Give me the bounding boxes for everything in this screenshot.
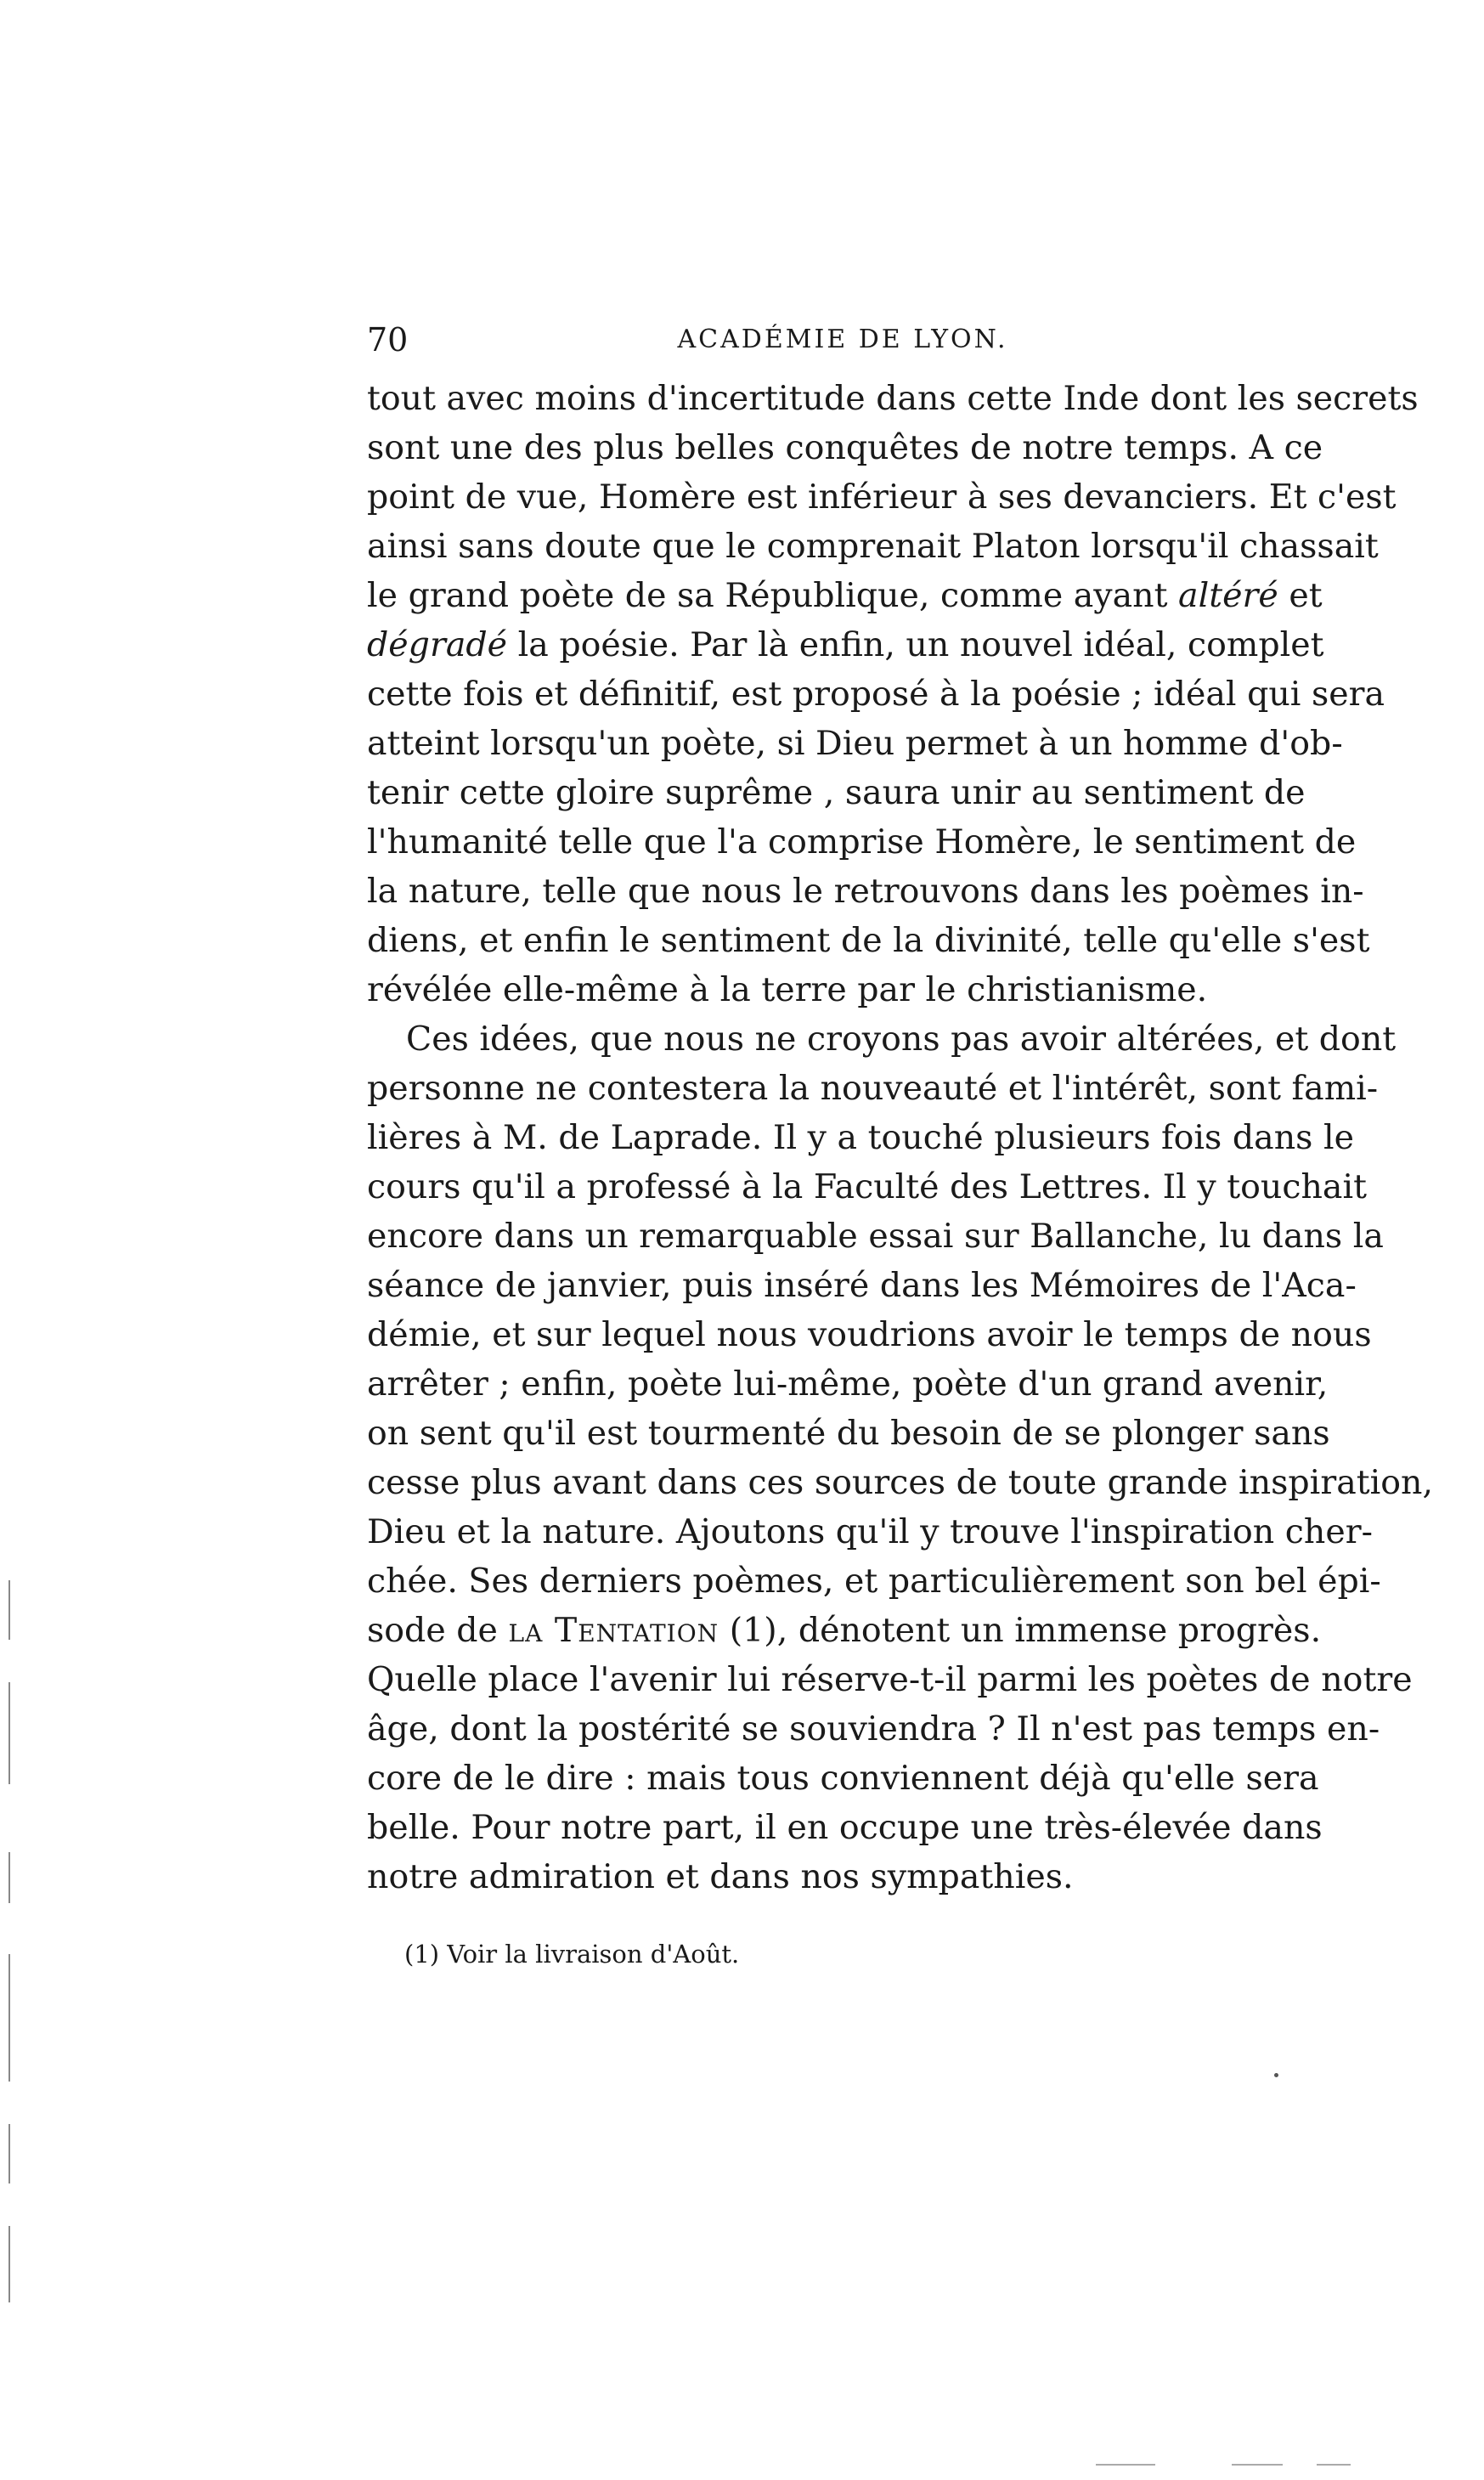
scan-mark [8, 1580, 10, 1640]
italic-word: altéré [1178, 576, 1278, 615]
text-line: cette fois et définitif, est proposé à la poésie ; idéal qui sera [367, 675, 1385, 714]
text-segment: (1), dénotent un immense progrès. [729, 1611, 1322, 1650]
text-line [367, 620, 1324, 669]
text-line: ainsi sans doute que le comprenait Platon lorsqu'il chassait [367, 527, 1379, 566]
italic-word: dégradé [367, 625, 508, 664]
text-line: atteint lorsqu'un poète, si Dieu permet à un homme d'ob- [367, 724, 1343, 763]
text-line [367, 1606, 1322, 1655]
scan-mark [8, 2124, 10, 2183]
body-text [367, 374, 1434, 1901]
text-line: Ces idées, que nous ne croyons pas avoir altérées, et dont [406, 1020, 1397, 1059]
text-segment: sode de [367, 1611, 498, 1650]
text-line: Dieu et la nature. Ajoutons qu'il y trouve l'inspiration cher- [367, 1512, 1373, 1551]
text-line: encore dans un remarquable essai sur Ballanche, lu dans la [367, 1217, 1384, 1256]
footnote: (1) Voir la livraison d'Août. [404, 1940, 740, 1969]
text-line: core de le dire : mais tous conviennent déjà qu'elle sera [367, 1759, 1319, 1798]
text-line: l'humanité telle que l'a comprise Homère, le sentiment de [367, 822, 1357, 862]
scan-mark [1317, 2464, 1351, 2466]
scan-mark [8, 1852, 10, 1903]
page-number: 70 [367, 321, 409, 359]
text-line: diens, et enfin le sentiment de la divinité, telle qu'elle s'est [367, 921, 1370, 960]
running-title: ACADÉMIE DE LYON. [677, 325, 1008, 354]
text-segment: le grand poète de sa République, comme ayant [367, 576, 1168, 615]
text-line: arrêter ; enfin, poète lui-même, poète d'un grand avenir, [367, 1364, 1329, 1404]
text-line: cours qu'il a professé à la Faculté des Lettres. Il y touchait [367, 1167, 1367, 1206]
scan-mark [8, 2226, 10, 2302]
scan-mark [8, 1682, 10, 1784]
text-line: notre admiration et dans nos sympathies. [367, 1857, 1074, 1896]
text-line: la nature, telle que nous le retrouvons dans les poèmes in- [367, 872, 1364, 911]
text-line: on sent qu'il est tourmenté du besoin de se plonger sans [367, 1414, 1330, 1453]
work-title: la Tentation [508, 1611, 719, 1650]
text-line: chée. Ses derniers poèmes, et particulièrement son bel épi- [367, 1562, 1381, 1601]
text-line: cesse plus avant dans ces sources de toute grande inspiration, [367, 1463, 1434, 1502]
text-line: sont une des plus belles conquêtes de notre temps. A ce [367, 428, 1323, 467]
text-line: âge, dont la postérité se souviendra ? Il n'est pas temps en- [367, 1709, 1380, 1748]
text-segment: et [1289, 576, 1323, 615]
text-line: séance de janvier, puis inséré dans les Mémoires de l'Aca- [367, 1266, 1357, 1305]
text-line: belle. Pour notre part, il en occupe une très-élevée dans [367, 1808, 1323, 1847]
text-segment: la poésie. Par là enfin, un nouvel idéal, complet [517, 625, 1324, 664]
text-line: tenir cette gloire suprême , saura unir au sentiment de [367, 773, 1306, 812]
text-line: lières à M. de Laprade. Il y a touché plusieurs fois dans le [367, 1118, 1354, 1157]
text-line: tout avec moins d'incertitude dans cette Inde dont les secrets [367, 379, 1419, 418]
text-line: révélée elle-même à la terre par le christianisme. [367, 970, 1208, 1009]
text-line [367, 571, 1323, 620]
scan-mark [1232, 2464, 1283, 2466]
running-head [367, 316, 1284, 364]
scan-mark [1096, 2464, 1155, 2466]
scan-mark [8, 1954, 10, 2082]
text-line: personne ne contestera la nouveauté et l'intérêt, sont fami- [367, 1069, 1379, 1108]
text-line: Quelle place l'avenir lui réserve-t-il parmi les poètes de notre [367, 1660, 1413, 1699]
text-line: point de vue, Homère est inférieur à ses devanciers. Et c'est [367, 477, 1397, 517]
text-line: démie, et sur lequel nous voudrions avoir le temps de nous [367, 1315, 1372, 1354]
scan-speck [1274, 2073, 1278, 2077]
